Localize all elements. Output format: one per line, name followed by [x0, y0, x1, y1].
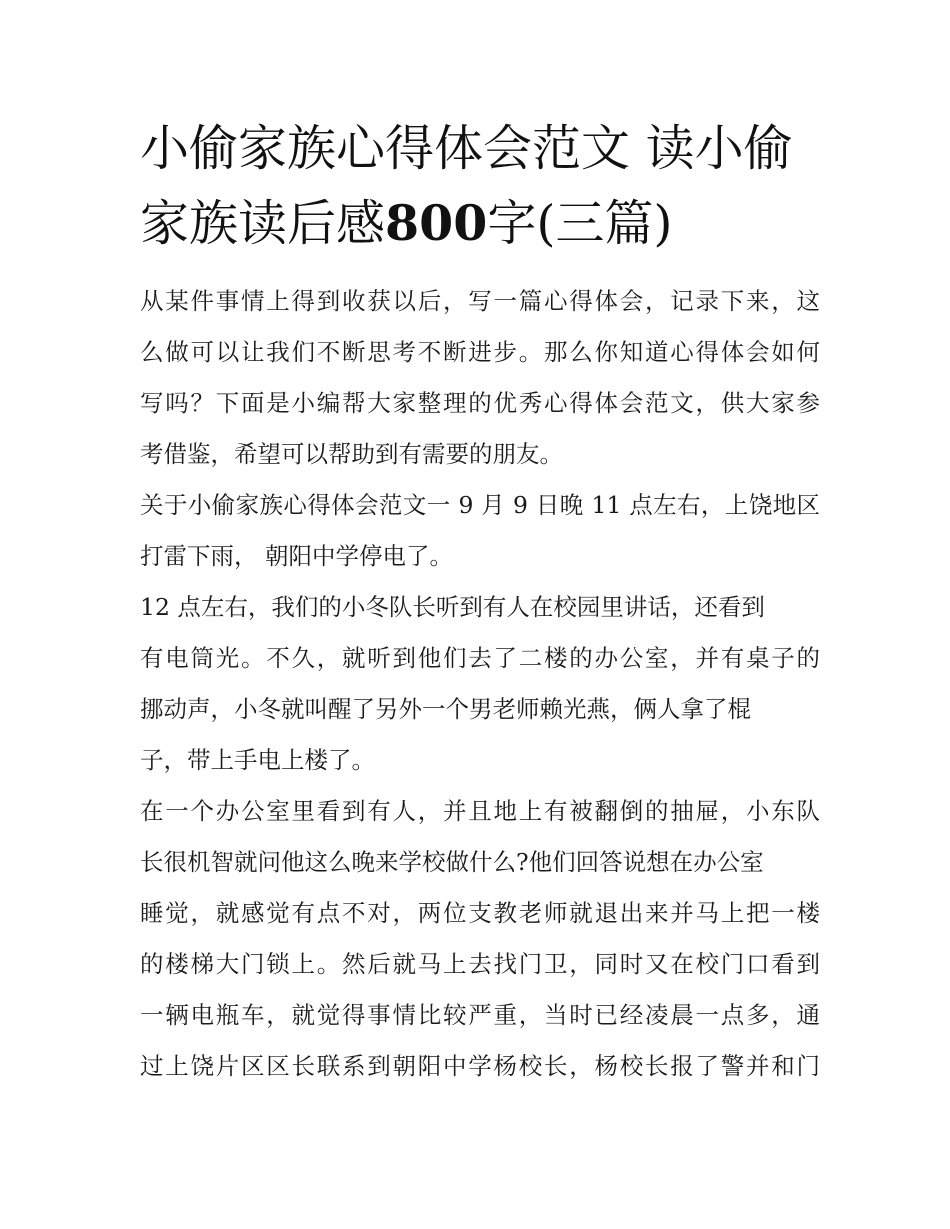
paragraph-line: 一辆电瓶车，就觉得事情比较严重，当时已经凌晨一点多，通	[140, 1001, 820, 1029]
paragraph-line: 在一个办公室里看到有人，并且地上有被翻倒的抽屉，小东队	[140, 797, 820, 825]
paragraph-line: 过上饶片区区长联系到朝阳中学杨校长，杨校长报了警并和门	[140, 1052, 820, 1080]
paragraph-line: 从某件事情上得到收获以后，写一篇心得体会，记录下来，这	[140, 287, 820, 315]
paragraph-line: 写吗？下面是小编帮大家整理的优秀心得体会范文，供大家参	[140, 389, 820, 417]
paragraph-essay-one-opening	[140, 480, 820, 582]
document-title	[140, 112, 820, 261]
title-line-2-text-a: 家族读后感	[140, 195, 386, 252]
paragraph-line: 睡觉，就感觉有点不对，两位支教老师就退出来并马上把一楼	[140, 899, 820, 927]
paragraph-line: 子，带上手电上楼了。	[140, 746, 375, 774]
title-line-2-text-b: 字(三篇)	[487, 195, 673, 252]
paragraph-line: 考借鉴，希望可以帮助到有需要的朋友。	[140, 440, 563, 468]
paragraph-line: 的楼梯大门锁上。然后就马上去找门卫，同时又在校门口看到	[140, 950, 820, 978]
paragraph-line: 关于小偷家族心得体会范文一 9 月 9 日晚 11 点左右，上饶地区	[140, 491, 820, 519]
document-body	[140, 276, 820, 1092]
paragraph-line: 么做可以让我们不断思考不断进步。那么你知道心得体会如何	[140, 338, 820, 366]
paragraph-line: 12 点左右，我们的小冬队长听到有人在校园里讲话，还看到	[140, 593, 765, 621]
title-line-2-number: 800	[385, 194, 488, 252]
paragraph-midnight	[140, 582, 820, 786]
paragraph-line: 长很机智就问他这么晚来学校做什么?他们回答说想在办公室	[140, 848, 764, 876]
title-line-1: 小偷家族心得体会范文 读小偷	[140, 120, 793, 177]
paragraph-line: 挪动声，小冬就叫醒了另外一个男老师赖光燕，俩人拿了棍	[140, 695, 751, 723]
paragraph-office	[140, 786, 820, 1092]
paragraph-line: 有电筒光。不久，就听到他们去了二楼的办公室，并有桌子的	[140, 644, 820, 672]
paragraph-line: 打雷下雨， 朝阳中学停电了。	[140, 542, 453, 570]
paragraph-intro	[140, 276, 820, 480]
